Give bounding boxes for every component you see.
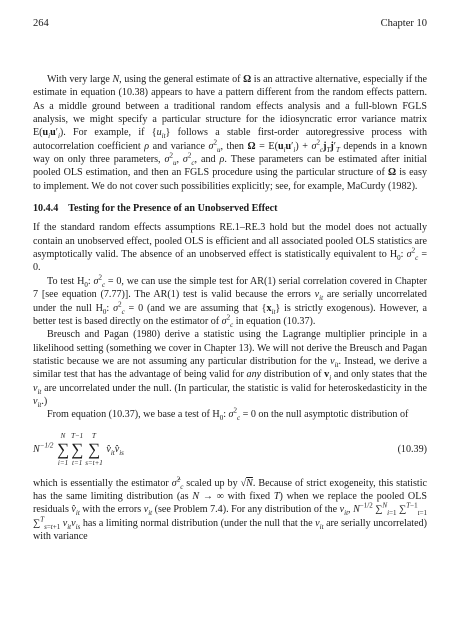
section-heading: [33, 202, 427, 215]
page-number: 264: [33, 18, 49, 29]
paragraph-ar1-test: To test $H_0$: $\sigma^2_c = 0$, we can use the simple test for AR(1) serial correlation covered in Chapter 7 [see equation (7.77)]. The AR(1) test is valid because the errors $v_{it}$ are serially uncorrelated under the null $H_0$: $\sigma^2_c = 0$ (and we are assuming that $\{x_{it}\}$ is strictly exogenous). However, a better test is based directly on the estimator of $\sigma^2_c$ in equation (10.37).: [33, 273, 427, 329]
paragraph-fgls: With very large N, using the general estimate of Ω is an attractive alternative, especially if the estimate in equation (10.38) appears to have a pattern different from the random effects pattern. As a middle ground between a traditional random effects analysis and a full-blown FGLS analysis, we might specify a particular structure for the idiosyncratic error variance matrix $E(u_iu'_i)$. For example, if $\{u_{it}\}$ follows a stable first-order autoregressive process with autocorrelation coefficient ρ and variance $\sigma^2_u$, then $\Omega = E(u_iu'_i) + \sigma^2_cj_Tj'_T$ depends in a known way on only three parameters, $\sigma^2_u$, $\sigma^2_c$, and ρ. These parameters can be estimated after initial pooled OLS estimation, and then an FGLS procedure using the particular structure of Ω is easy to implement. We do not cover such possibilities explicitly; see, for example, MaCurdy (1982).: [33, 74, 427, 192]
page-body: [33, 73, 427, 543]
paragraph-breusch-pagan: Breusch and Pagan (1980) derive a statistic using the Lagrange multiplier principle in a likelihood setting (something we cover in Chapter 13). We will not derive the Breusch and Pagan statistic because we are not assuming any particular distribution for the $v_{it}$. Instead, we derive a similar test that has the advantage of being valid for any distribution of $v_i$ and only states that the $v_{it}$ are uncorrelated under the null. (In particular, the statistic is valid for heteroskedasticity in the $v_{it}$.): [33, 329, 428, 409]
section-number: 10.4.4: [33, 203, 59, 215]
paragraph-from-equation: From equation (10.37), we base a test of $H_0$: $\sigma^2_c = 0$ on the null asymptotic distribution of: [47, 406, 409, 423]
equation-expression: $N^{-1/2}$ N ∑ i=1 T−1 ∑ t=1 T ∑ s=t+1 $v̂_{it}v̂_{is}$: [33, 431, 124, 467]
equation-number: (10.39): [397, 443, 427, 455]
equation-10-39: [33, 429, 427, 471]
chapter-label: Chapter 10: [380, 18, 427, 29]
running-head: [33, 18, 427, 29]
section-title: Testing for the Presence of an Unobserved Effect: [68, 203, 278, 215]
paragraph-standard-assumptions: If the standard random effects assumptions RE.1–RE.3 hold but the model does not actually contain an unobserved effect, pooled OLS is efficient and all associated pooled OLS statistics are asymptotically valid. The absence of an unobserved effect is statistically equivalent to $H_0$: $\sigma^2_c = 0$.: [33, 222, 428, 274]
paragraph-estimator-scaled: which is essentially the estimator σ̂$^2_c$ scaled up by √N. Because of strict exogeneity, this statistic has the same limiting distribution (as N → ∞ with fixed T) when we replace the pooled OLS residuals $v̂_{it}$ with the errors $v_{it}$ (see Problem 7.4). For any distribution of the $v_{it}$, $N^{-1/2}$ ∑$^N_{i=1}$ ∑$^{T-1}_{t=1}$ ∑$^T_{s=t+1}$ $v_{it}v_{is}$ has a limiting normal distribution (under the null that the $v_{it}$ are serially uncorrelated) with variance: [33, 475, 428, 542]
